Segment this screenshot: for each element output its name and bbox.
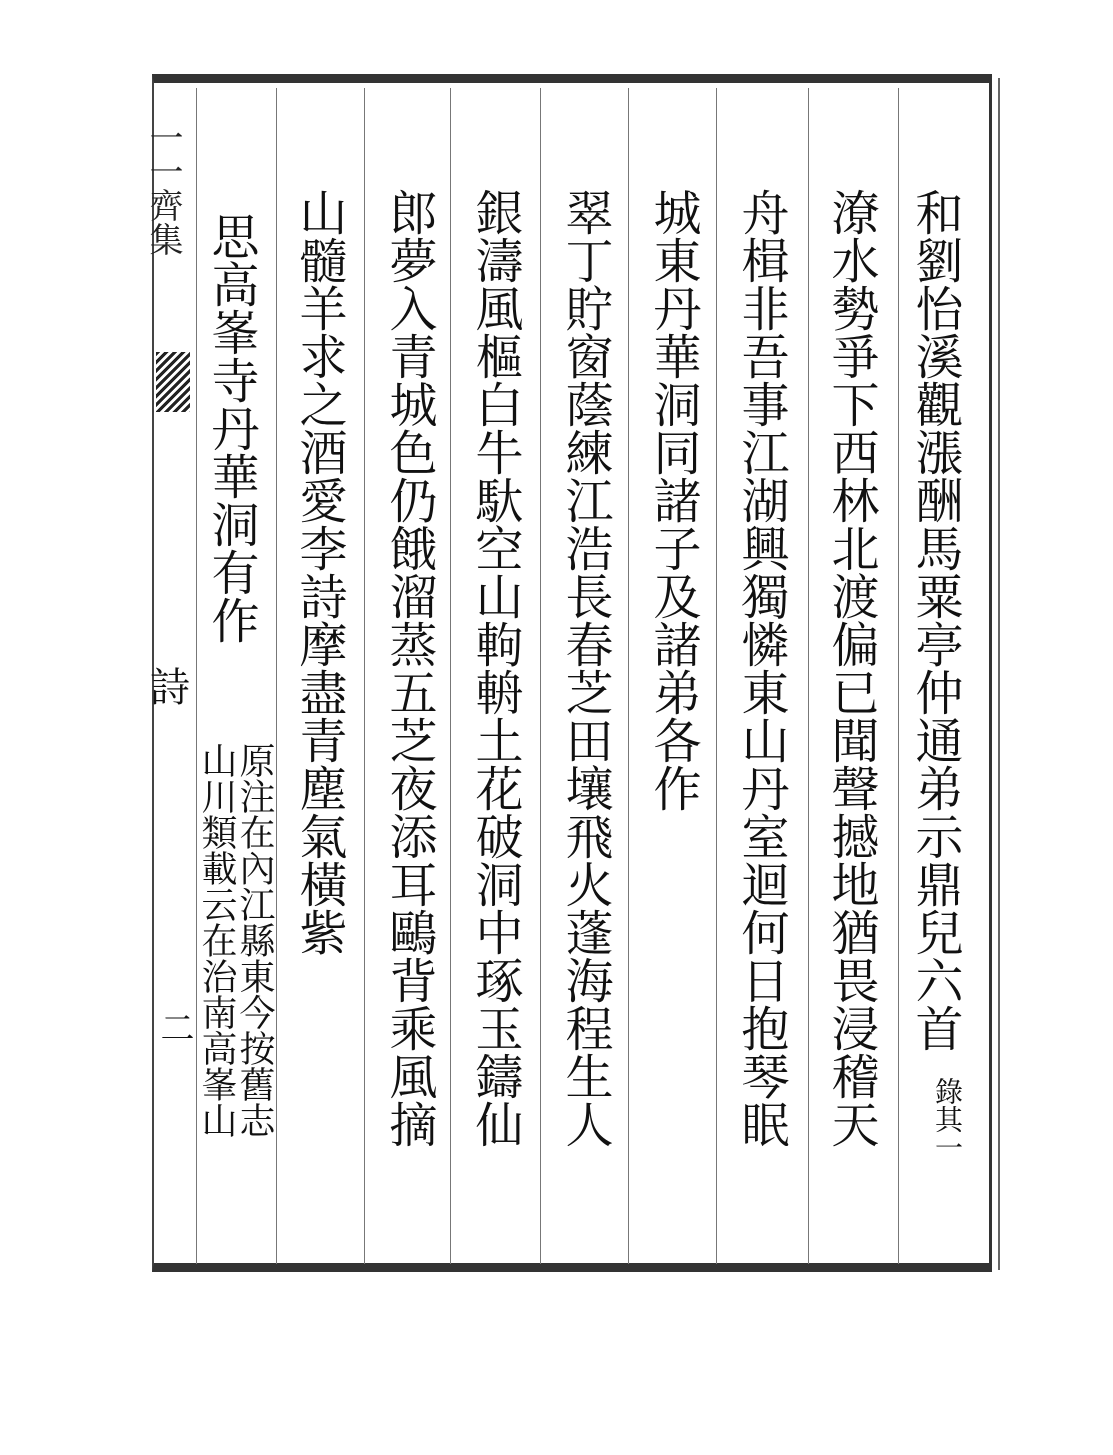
text-column-8: 山髓羊求之酒愛李詩摩盡青塵氣橫紫 — [291, 188, 347, 956]
text-column-4: 城東丹華洞同諸子及諸弟各作 — [645, 188, 701, 812]
section-label: 詩 — [150, 665, 190, 711]
text-column-7: 郎夢入青城色仍餓溜蒸五芝夜添耳鷗背乘風摘 — [381, 188, 437, 1148]
column-rule — [716, 88, 717, 1264]
column-rule — [364, 88, 365, 1264]
page-number: 二 — [154, 1010, 194, 1044]
column-rule — [628, 88, 629, 1264]
annotation-line-1: 原注在內江縣東今按舊志 — [234, 742, 275, 1138]
column-rule — [898, 88, 899, 1264]
fish-tail-mark — [156, 352, 190, 412]
text-column-3: 舟楫非吾事江湖興獨憐東山丹室迴何日抱琴眠 — [733, 188, 789, 1148]
annotation-line-2: 山川類載云在治南高峯山 — [196, 742, 237, 1138]
column-rule — [540, 88, 541, 1264]
book-title: 一一齊集 — [143, 120, 183, 256]
poem-title: 和劉怡溪觀漲酬馬粟亭仲通弟示鼎兒六首 — [907, 188, 963, 1052]
text-column-2: 潦水勢爭下西林北渡偏已聞聲撼地猶畏浸稽天 — [823, 188, 879, 1148]
text-column-5: 翠丁貯窗蔭練江浩長春芝田壤飛火蓬海程生人 — [557, 188, 613, 1148]
column-rule — [276, 88, 277, 1264]
column-rule — [450, 88, 451, 1264]
text-column-6: 銀濤風樞白牛馱空山軥輈土花破洞中琢玉鑄仙 — [467, 188, 523, 1148]
text-column-1 — [908, 188, 968, 1052]
text-column-9: 思高峯寺丹華洞有作 — [203, 212, 259, 644]
page-frame-edge — [998, 78, 1000, 1270]
title-note: 錄其一 — [931, 1077, 964, 1161]
column-rule — [808, 88, 809, 1264]
